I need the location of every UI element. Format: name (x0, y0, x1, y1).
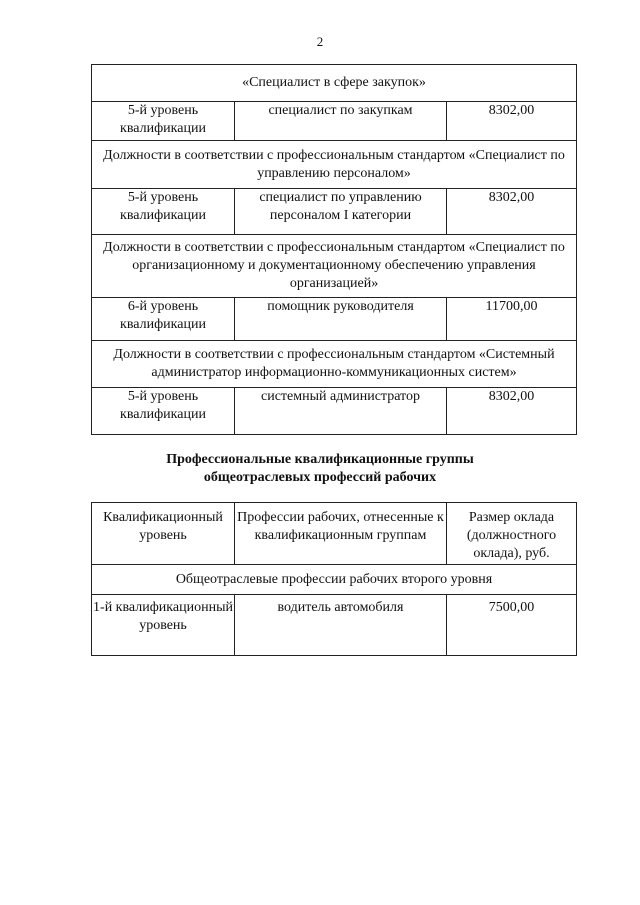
table-row (92, 102, 577, 141)
table-row (92, 65, 577, 102)
header-qualification-level: Квалификационный уровень (92, 503, 235, 565)
salary-cell: 8302,00 (447, 102, 577, 141)
section-heading (0, 451, 640, 487)
qualification-level-cell: 5-й уровень квалификации (92, 388, 235, 435)
qualification-level-cell: 5-й уровень квалификации (92, 102, 235, 141)
salary-table-workers (91, 502, 577, 656)
table-row (92, 341, 577, 388)
group-title-cell: Общеотраслевые профессии рабочих второго уровня (92, 565, 577, 595)
salary-cell: 11700,00 (447, 298, 577, 341)
qualification-level-cell: 6-й уровень квалификации (92, 298, 235, 341)
header-professions: Профессии рабочих, отнесенные к квалификационным группам (235, 503, 447, 565)
header-row (92, 503, 577, 565)
position-cell: специалист по управлению персоналом I категории (235, 189, 447, 235)
position-cell: помощник руководителя (235, 298, 447, 341)
salary-cell: 8302,00 (447, 388, 577, 435)
qualification-level-cell: 1-й квалификационный уровень (92, 595, 235, 656)
qualification-level-cell: 5-й уровень квалификации (92, 189, 235, 235)
salary-cell: 7500,00 (447, 595, 577, 656)
salary-table-specialists (91, 64, 577, 435)
standard-title-cell: «Специалист в сфере закупок» (92, 65, 577, 102)
table-row (92, 298, 577, 341)
section-heading-line-2: общеотраслевых профессий рабочих (203, 470, 437, 485)
table-row (92, 388, 577, 435)
section-heading-line-1: Профессиональные квалификационные группы (166, 452, 474, 467)
position-cell: системный администратор (235, 388, 447, 435)
standard-title-cell: Должности в соответствии с профессиональным стандартом «Системный администратор информационно-коммуникационных систем» (92, 341, 577, 388)
salary-cell: 8302,00 (447, 189, 577, 235)
standard-title-cell: Должности в соответствии с профессиональным стандартом «Специалист по организационному и документационному обеспечению управления организацией» (92, 235, 577, 298)
table-row (92, 235, 577, 298)
table-row (92, 595, 577, 656)
group-row (92, 565, 577, 595)
header-salary: Размер оклада (должностного оклада), руб. (447, 503, 577, 565)
page-number: 2 (316, 34, 324, 49)
table-row (92, 141, 577, 189)
standard-title-cell: Должности в соответствии с профессиональным стандартом «Специалист по управлению персоналом» (92, 141, 577, 189)
profession-cell: водитель автомобиля (235, 595, 447, 656)
position-cell: специалист по закупкам (235, 102, 447, 141)
table-row (92, 189, 577, 235)
